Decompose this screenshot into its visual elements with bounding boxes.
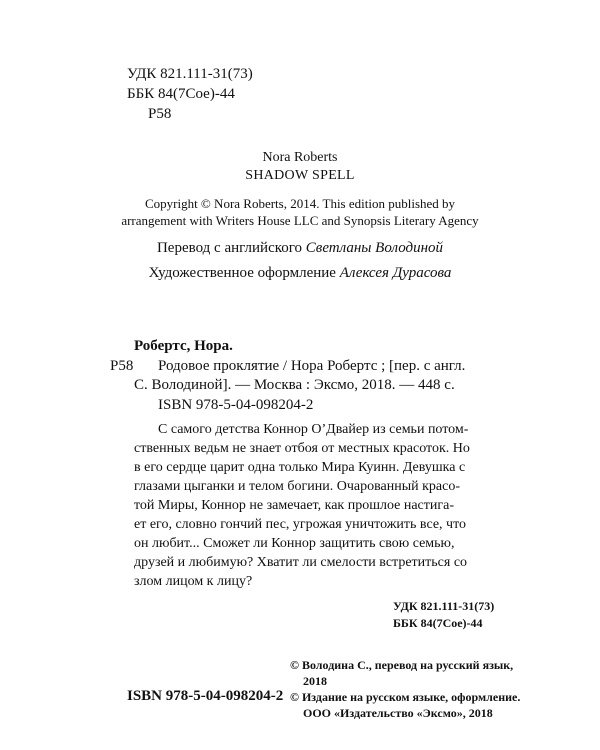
- original-author: Nora Roberts: [262, 150, 338, 165]
- edition-copyright-1: © Издание на русском языке, оформление.: [290, 690, 521, 704]
- annotation-line: той Миры, Коннор не замечает, как прошлое настига-: [134, 498, 455, 513]
- catalog-author-heading: Робертс, Нора.: [134, 338, 233, 354]
- designer-name: Алексея Дурасова: [339, 265, 452, 281]
- bbk-code: ББК 84(7Сое)-44: [127, 86, 235, 102]
- catalog-code: Р58: [110, 358, 134, 374]
- catalog-description-2: С. Володиной]. — Москва : Эксмо, 2018. — 448 с.: [134, 377, 455, 393]
- annotation-line: злом лицом к лицу?: [134, 574, 253, 589]
- annotation-line: ет его, словно гончий пес, угрожая уничтожить все, что: [134, 517, 467, 532]
- translation-credit: [0, 240, 600, 257]
- translation-copyright-1: © Володина С., перевод на русский язык,: [290, 658, 514, 672]
- bottom-bbk-code: ББК 84(7Сое)-44: [393, 616, 483, 630]
- annotation-line: друзей и любимую? Хватит ли смелости встретиться со: [134, 555, 468, 570]
- catalog-description-1: Родовое проклятие / Нора Робертс ; [пер. с англ.: [158, 358, 466, 374]
- design-credit: [0, 265, 600, 282]
- bottom-udk-code: УДК 821.111-31(73): [393, 599, 495, 613]
- translation-label: Перевод с английского: [156, 240, 303, 256]
- annotation-line: в его сердце царит одна только Мира Куинн. Девушка с: [134, 460, 466, 475]
- catalog-isbn: ISBN 978-5-04-098204-2: [158, 397, 314, 413]
- annotation-line: глазами цыганки и телом богини. Очарованный красо-: [134, 479, 460, 494]
- translation-copyright-2: 2018: [303, 674, 327, 688]
- original-title: SHADOW SPELL: [245, 168, 355, 183]
- copyright-line-1: Copyright © Nora Roberts, 2014. This edition published by: [144, 196, 456, 211]
- annotation-line: он любит... Сможет ли Коннор защитить свою семью,: [134, 536, 455, 551]
- copyright-line-2: arrangement with Writers House LLC and Synopsis Literary Agency: [121, 213, 479, 228]
- design-label: Художественное оформление: [148, 265, 336, 281]
- annotation-line: С самого детства Коннор О’Двайер из семьи потом-: [158, 422, 469, 437]
- udk-code: УДК 821.111-31(73): [127, 66, 253, 82]
- footer-isbn: ISBN 978-5-04-098204-2: [127, 688, 284, 704]
- translator-name: Светланы Володиной: [305, 240, 444, 256]
- author-code: Р58: [148, 106, 172, 122]
- edition-copyright-2: ООО «Издательство «Эксмо», 2018: [303, 706, 493, 720]
- annotation-line: ственных ведьм не знает отбоя от местных красоток. Но: [134, 441, 470, 456]
